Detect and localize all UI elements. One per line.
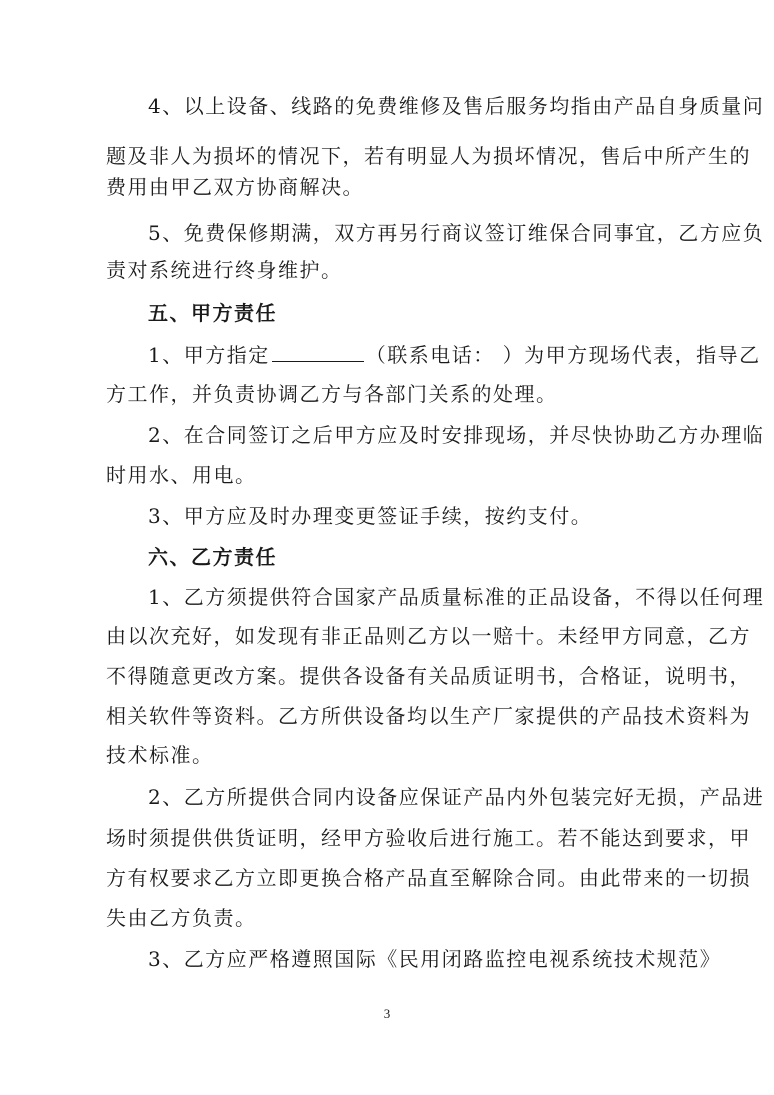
text-line: 场时须提供供货证明，经甲方验收后进行施工。若不能达到要求，甲: [106, 826, 751, 850]
text-fragment: 1、甲方指定: [148, 343, 270, 367]
text-line: 相关软件等资料。乙方所供设备均以生产厂家提供的产品技术资料为: [106, 704, 751, 728]
text-line: 方有权要求乙方立即更换合格产品直至解除合同。由此带来的一切损: [106, 866, 751, 890]
text-line: 费用由甲乙双方协商解决。: [106, 175, 364, 199]
page-number: 3: [383, 1006, 391, 1021]
text-line: 4、以上设备、线路的免费维修及售后服务均指由产品自身质量问: [148, 94, 765, 118]
text-line: 题及非人为损坏的情况下，若有明显人为损坏情况，售后中所产生的: [106, 144, 751, 168]
section-heading-party-b: 六、乙方责任: [148, 545, 277, 569]
text-line: 2、在合同签订之后甲方应及时安排现场，并尽快协助乙方办理临: [148, 423, 765, 447]
text-line: 5、免费保修期满，双方再另行商议签订维保合同事宜，乙方应负: [148, 221, 765, 245]
text-line: 3、甲方应及时办理变更签证手续，按约支付。: [148, 504, 593, 528]
text-line: 3、乙方应严格遵照国际《民用闭路监控电视系统技术规范》: [148, 947, 722, 971]
text-line: 方工作，并负责协调乙方与各部门关系的处理。: [106, 382, 558, 406]
section-heading-party-a: 五、甲方责任: [148, 301, 277, 325]
text-line: [148, 341, 761, 369]
text-line: 2、乙方所提供合同内设备应保证产品内外包装完好无损，产品进: [148, 785, 765, 809]
text-line: 由以次充好，如发现有非正品则乙方以一赔十。未经甲方同意，乙方: [106, 624, 751, 648]
text-line: 1、乙方须提供符合国家产品质量标准的正品设备，不得以任何理: [148, 585, 765, 609]
text-line: 不得随意更改方案。提供各设备有关品质证明书，合格证，说明书，: [106, 664, 751, 688]
text-line: 失由乙方负责。: [106, 906, 257, 930]
text-line: 技术标准。: [106, 743, 214, 767]
fill-in-blank: [272, 341, 364, 362]
text-line: 时用水、用电。: [106, 463, 257, 487]
text-fragment: （联系电话： ）为甲方现场代表，指导乙: [365, 343, 761, 367]
text-line: 责对系统进行终身维护。: [106, 258, 343, 282]
